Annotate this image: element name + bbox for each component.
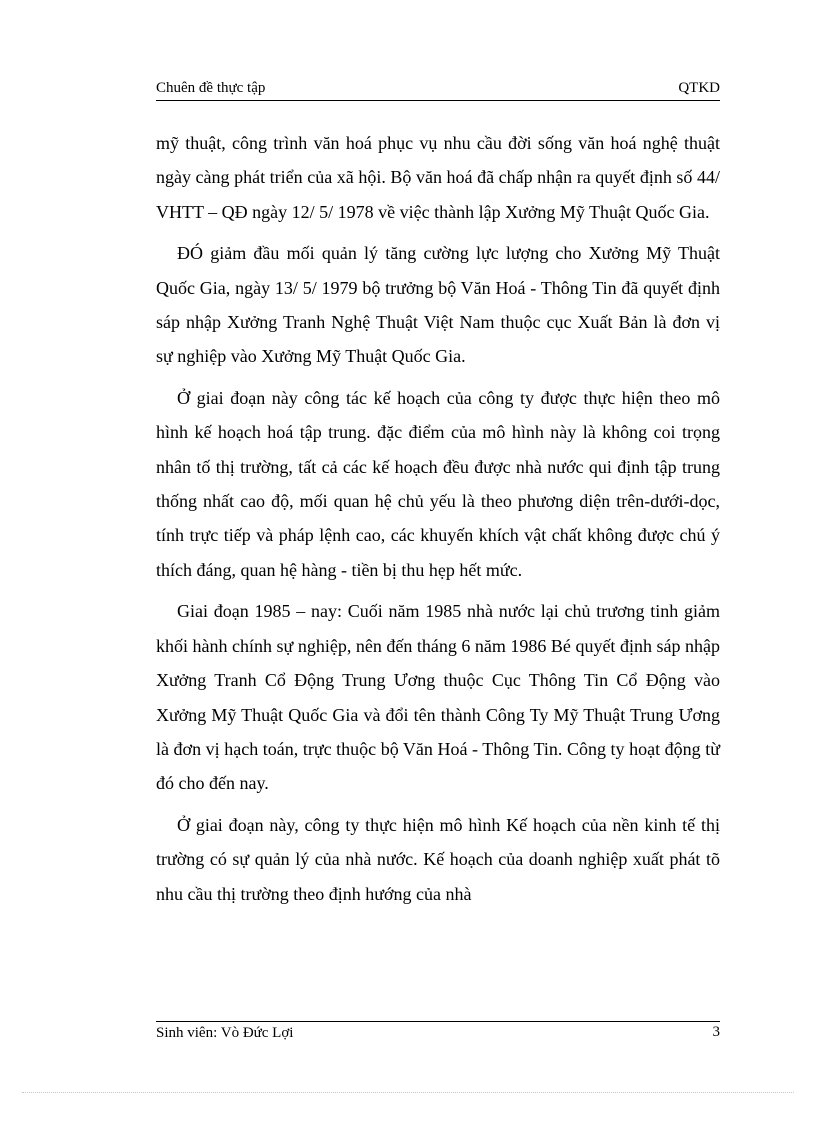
footer-author: Sinh viên: Vò Đức Lợi bbox=[156, 1025, 294, 1041]
paragraph: Ở giai đoạn này công tác kế hoạch của công ty được thực hiện theo mô hình kế hoạch hoá tập trung. đặc điểm của mô hình này là không coi trọng nhân tố thị trường, tất cả các kế hoạch đều được nhà nước qui định tập trung thống nhất cao độ, mối quan hệ chủ yếu là theo phương diện trên-dưới-dọc, tính trực tiếp và pháp lệnh cao, các khuyến khích vật chất không được chú ý thích đáng, quan hệ hàng - tiền bị thu hẹp hết mức. bbox=[156, 387, 720, 580]
paragraph-continuation: mỹ thuật, công trình văn hoá phục vụ nhu cầu đời sống văn hoá nghệ thuật ngày càng phát triển của xã hội. Bộ văn hoá đã chấp nhận ra quyết định số 44/ VHTT – QĐ ngày 12/ 5/ 1978 về việc thành lập Xưởng Mỹ Thuật Quốc Gia. bbox=[156, 133, 720, 222]
page-footer bbox=[156, 1021, 720, 1044]
page-edge-divider bbox=[22, 1092, 794, 1093]
page-number: 3 bbox=[712, 1024, 720, 1040]
header-subject: QTKD bbox=[678, 80, 720, 96]
paragraph: Ở giai đoạn này, công ty thực hiện mô hình Kế hoạch của nền kinh tế thị trường có sự quản lý của nhà nước. Kế hoạch của doanh nghiệp xuất phát tõ nhu cầu thị trường theo định hướng của nhà bbox=[156, 814, 720, 904]
page-header bbox=[156, 78, 720, 101]
paragraph: ĐÓ giảm đầu mối quản lý tăng cường lực lượng cho Xưởng Mỹ Thuật Quốc Gia, ngày 13/ 5/ 1979 bộ trưởng bộ Văn Hoá - Thông Tin đã quyết định sáp nhập Xưởng Tranh Nghệ Thuật Việt Nam thuộc cục Xuất Bản là đơn vị sự nghiệp vào Xưởng Mỹ Thuật Quốc Gia. bbox=[156, 243, 720, 367]
page-body bbox=[156, 126, 720, 918]
header-title: Chuên đề thực tập bbox=[156, 80, 266, 96]
paragraph: Giai đoạn 1985 – nay: Cuối năm 1985 nhà nước lại chủ trương tinh giảm khối hành chính sự nghiệp, nên đến tháng 6 năm 1986 Bé quyết định sáp nhập Xưởng Tranh Cổ Động Trung Ương thuộc Cục Thông Tin Cổ Động vào Xưởng Mỹ Thuật Quốc Gia và đổi tên thành Công Ty Mỹ Thuật Trung Ương là đơn vị hạch toán, trực thuộc bộ Văn Hoá - Thông Tin. Công ty hoạt động từ đó cho đến nay. bbox=[156, 601, 720, 794]
